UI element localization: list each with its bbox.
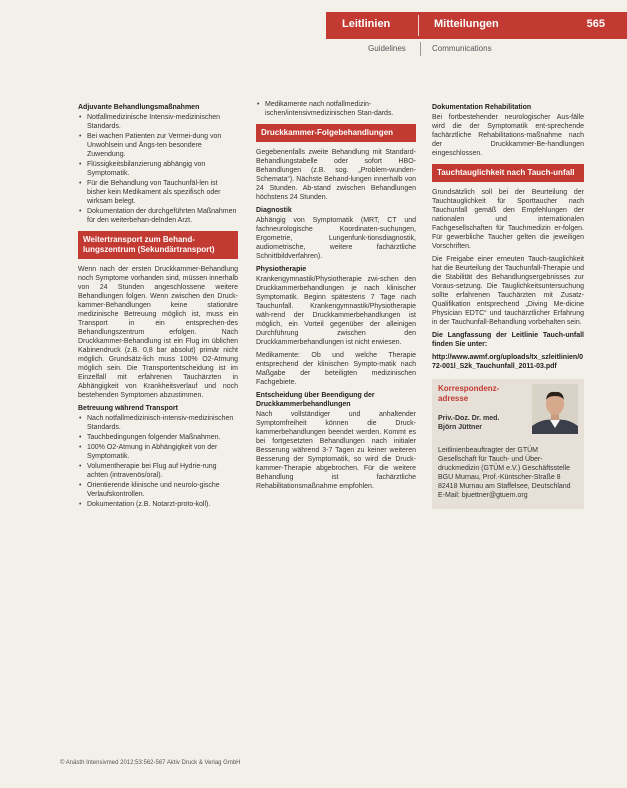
- paragraph-diagnostik: Abhängig von Symptomatik (MRT, CT und fachneurologische Koordinaten-suchungen, Ergometrie, Lungenfunk-tionsdiagnostik, audiometrische, weitere fachärztliche Schnittbildverfahren).: [256, 217, 416, 260]
- medikamente-list: [256, 100, 416, 118]
- page-header: [326, 12, 627, 39]
- heading-adjuvante: Adjuvante Behandlungsmaßnahmen: [78, 104, 200, 111]
- column-3: [432, 100, 584, 509]
- page-number: 565: [586, 18, 605, 30]
- paragraph-entscheidung: Nach vollständiger und anhaltender Symptomfreiheit können die Druck-kammerbehandlungen beendet werden. Kommt es bei fortgesetzten Behandlungen nach initialer Besserung während 3-7 Tagen zu keiner weiteren Besserung der Symptomatik, so wird die Druck-kammer-Therapie abgebrochen. Für die weitere Behandlung ist fachärztliche Rehabilitationsmaßnahme empfohlen.: [256, 411, 416, 490]
- list-item: • Nach notfallmedizinisch-intensiv-medizinischen Standards.: [78, 414, 238, 432]
- betreuung-list: [78, 414, 238, 509]
- author-photo: [532, 384, 578, 434]
- heading-entscheidung: Entscheidung über Beendigung der Druckkammerbehandlungen: [256, 392, 375, 408]
- heading-diagnostik: Diagnostik: [256, 207, 292, 214]
- section-box-tauchtauglichkeit: Tauchtauglichkeit nach Tauch-unfall: [432, 164, 584, 182]
- contact-name: Priv.-Doz. Dr. med. Björn Jüttner: [438, 415, 500, 431]
- subheader-guidelines: Guidelines: [368, 44, 406, 53]
- header-tab-mitteilungen[interactable]: Mitteilungen: [434, 18, 499, 30]
- paragraph-langfassung: Die Langfassung der Leitlinie Tauch-unfall finden Sie unter:: [432, 332, 584, 348]
- list-item: • Bei wachen Patienten zur Vermei-dung von Unwohlsein und Ängs-ten besondere Zuwendung.: [78, 132, 238, 159]
- list-item: • 100% O2-Atmung in Abhängigkeit von der Symptomatik.: [78, 443, 238, 461]
- paragraph-tauchtauglichkeit-2: Die Freigabe einer erneuten Tauch-tauglichkeit hat die Beurteilung der Tauchunfall-Therapie und die Stabilität des Behandlungsergebnisses zur Voraus-setzung. Die Tauglichkeitsuntersuchung sollte erfahrenen Tauchärzten mit Zusatz-Qualifikation entsprechend „Diving Me-dicine Physician EDTC“ und tauchärztlicher Erfahrung in der Tauchunfall-Behandlung vorbehalten sein.: [432, 256, 584, 326]
- paragraph-physiotherapie: Krankengymnastik/Physiotherapie zwi-schen den Druckkammerbehandlungen je nach klinischer Symptomatik. Beginn spätestens 7 Tage nach Tauchunfall. Krankengymnastik/Physiotherapie wäh-rend der Druckkammerbehandlungen ist möglich, ein Vorteil gegenüber der alleinigen Durchführung zwischen den Druckkammerbehandlungen ist nicht erwiesen.: [256, 276, 416, 346]
- list-item: • Volumentherapie bei Flug auf Hydrie-rung achten (intravenös/oral).: [78, 462, 238, 480]
- paragraph-druckkammer: Gegebenenfalls zweite Behandlung mit Standard-Behandlungstabelle oder sofort HBO-Behandlungen (z.B. sog. „Problem-wunden-Schemata“). Nächste Behand-lungen innerhalb von 24 Stunden. Ab-stand zwischen Behandlungen höchstens 24 Stunden.: [256, 149, 416, 201]
- subheader-separator: [420, 42, 421, 56]
- list-item: • Orientierende klinische und neurolo-gische Verlaufskontrollen.: [78, 481, 238, 499]
- heading-betreuung: Betreuung während Transport: [78, 405, 178, 412]
- heading-physiotherapie: Physiotherapie: [256, 266, 307, 273]
- list-item: • Tauchbedingungen folgender Maßnahmen.: [78, 433, 238, 442]
- subheader-communications: Communications: [432, 44, 492, 53]
- header-tab-leitlinien[interactable]: Leitlinien: [342, 18, 391, 30]
- paragraph-dokumentation: Bei fortbestehender neurologischer Aus-fälle wird die der Symptomatik ent-sprechende fachärztliche Rehabilitations-maßnahme nach der Druckkammer-Be-handlungen eingeschlossen.: [432, 114, 584, 157]
- column-1: [78, 100, 238, 513]
- adjuvante-list: [78, 113, 238, 225]
- paragraph-tauchtauglichkeit-1: Grundsätzlich soll bei der Beurteilung der Tauchtauglichkeit für Sporttaucher nach Tauchunfall gemäß den Empfehlungen der nationalen und internationalen Fachgesellschaften für Tauchmedizin er-folgen. Für gewerbliche Taucher gelten die jeweiligen Vorschriften.: [432, 189, 584, 250]
- column-2: [256, 100, 416, 495]
- list-item: • Flüssigkeitsbilanzierung abhängig von Symptomatik.: [78, 160, 238, 178]
- list-item: • Medikamente nach notfallmedizin-ischen/intensivmedizinischen Stan-dards.: [256, 100, 416, 118]
- author-portrait-icon: [532, 384, 578, 434]
- list-item: • Dokumentation der durchgeführten Maßnahmen für den weiterbehan-delnden Arzt.: [78, 207, 238, 225]
- section-box-weitertransport: Weitertransport zum Behand-lungszentrum (Sekundärtransport): [78, 231, 238, 259]
- page-footer: © Anästh Intensivmed 2012;53:562-567 Aktiv Druck & Verlag GmbH: [60, 760, 241, 766]
- guideline-link[interactable]: http://www.awmf.org/uploads/tx_szleitlinien/072-001l_S2k_Tauchunfall_2011-03.pdf: [432, 354, 584, 370]
- list-item: • Notfallmedizinische Intensiv-medizinischen Standards.: [78, 113, 238, 131]
- contact-address: Leitlinienbeauftragter der GTÜM Gesellschaft für Tauch- und Über-druckmedizin (GTÜM e.V.) Geschäftsstelle BGU Murnau, Prof.-Küntscher-Straße 8 82418 Murnau am Staffelsee, Deutschland E-Mail: bjuettner@gtuem.org: [438, 447, 571, 499]
- list-item: • Dokumentation (z.B. Notarzt-proto-koll).: [78, 500, 238, 509]
- header-separator: [418, 15, 419, 36]
- list-item: • Für die Behandlung von Tauchunfäl-len ist bisher kein Medikament als spezifisch oder wirksam belegt.: [78, 179, 238, 206]
- paragraph-medikamente: Medikamente: Ob und welche Therapie entsprechend der klinischen Sympto-matik nach Maßgabe der beteiligten medizinischen Fachgebiete.: [256, 352, 416, 386]
- paragraph-weitertransport: Wenn nach der ersten Druckkammer-Behandlung noch Symptome vorhanden sind, müssen innerhalb von 24 Stunden angeschlossene weitere Behandlungen folgen. Wenn zwischen den Druck-kammer-Behandlungen keine stationäre medizinische Betreuung möglich ist, muss ein Transport in ein entsprechen-des Behandlungszentrum erfolgen. Nach Druckkammer-Behandlung ist ein Flug im üblichen Kabinendruck (z.B. 0,8 bar absolut) primär nicht möglich. Grundsätz-lich muss 100% O2-Atmung möglich sein. Die Transportentscheidung ist im Einzelfall mit erfahrenen Tauchärzten in Abhängigkeit von Krankheitsverlauf und noch bestehenden Symptomen abzustimmen.: [78, 266, 238, 399]
- contact-title: Korrespondenz-adresse: [438, 384, 500, 403]
- heading-dokumentation: Dokumentation Rehabilitation: [432, 104, 532, 111]
- section-box-druckkammer: Druckkammer-Folgebehandlungen: [256, 124, 416, 142]
- contact-box: [432, 379, 584, 509]
